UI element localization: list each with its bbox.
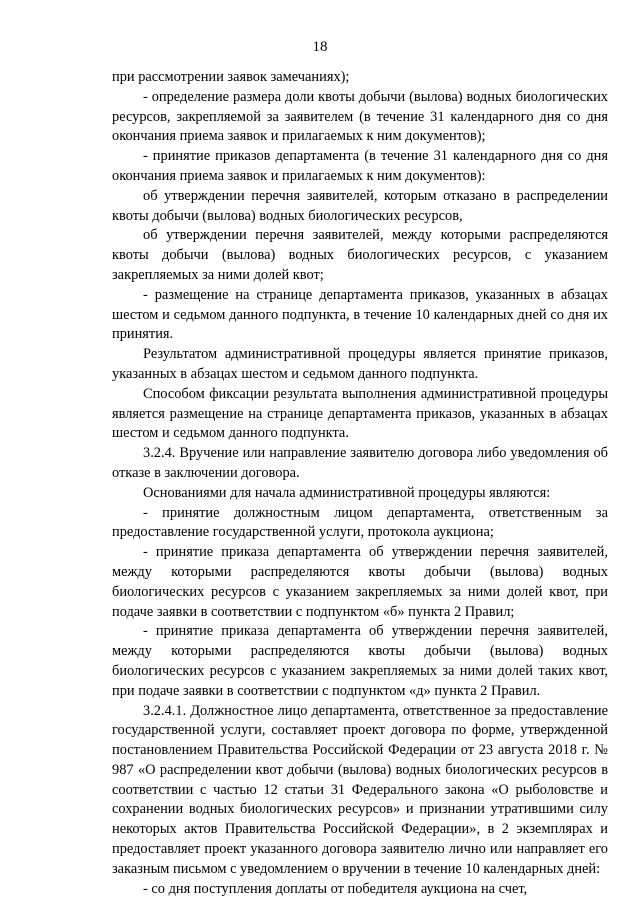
paragraph-procedure-result: Результатом административной процедуры является принятие приказов, указанных в абзацах шестом и седьмом данного подпункта. — [112, 346, 608, 382]
paragraph-payment-receipt: - со дня поступления доплаты от победителя аукциона на счет, — [143, 880, 528, 897]
page-number: 18 — [312, 39, 328, 55]
paragraph-procedure-grounds: Основаниями для начала административной процедуры являются: — [143, 484, 551, 501]
paragraph-refused-applicants: об утверждении перечня заявителей, которым отказано в распределении квоты добычи (вылова) водных биологических ресурсов, — [112, 187, 608, 224]
paragraph-orders-publication: - размещение на странице департамента приказов, указанных в абзацах шестом и седьмом данного подпункта, в течение 10 календарных дней со дня их принятия. — [112, 286, 608, 343]
paragraph-section-3-2-4: 3.2.4. Вручение или направление заявителю договора либо уведомления об отказе в заключении договора. — [112, 445, 608, 481]
paragraph-section-3-2-4-1: 3.2.4.1. Должностное лицо департамента, ответственное за предоставление государственной услуги, составляет проект договора по форме, утвержденной постановлением Правительства Российской Федерации от 23 августа 2018 г. № 987 «О распределении квот добычи (вылова) водных биологических ресурсов в соответствии с частью 12 статьи 31 Федерального закона «О рыболовстве и сохранении водных биологических ресурсов» и признании утратившими силу некоторых актов Правительства Российской Федерации», в 2 экземплярах и предоставляет проект указанного договора заявителю лично или направляет его заказным письмом с уведомлением о вручении в течение 10 календарных дней: — [112, 702, 608, 877]
paragraph-ground-order-d: - принятие приказа департамента об утверждении перечня заявителей, между которыми распределяются квоты добычи (вылова) водных биологических ресурсов с указанием закрепляемых за ними долей таких квот, при подаче заявки в соответствии с подпунктом «д» пункта 2 Правил. — [112, 623, 608, 699]
paragraph-ground-auction-protocol: - принятие должностным лицом департамента, ответственным за предоставление государственной услуги, протокола аукциона; — [112, 504, 608, 541]
paragraph-orders-adoption: - принятие приказов департамента (в течение 31 календарного дня со дня окончания приема заявок и прилагаемых к ним документов): — [112, 148, 608, 184]
paragraph-approved-applicants: об утверждении перечня заявителей, между которыми распределяются квоты добычи (вылова) водных биологических ресурсов, с указанием закрепляемых за ними долей квот; — [112, 227, 608, 283]
paragraph-ground-order-b: - принятие приказа департамента об утверждении перечня заявителей, между которыми распределяются квоты добычи (вылова) водных биологических ресурсов с указанием закрепляемых за ними долей квот, при подаче заявки в соответствии с подпунктом «б» пункта 2 Правил; — [112, 544, 608, 620]
paragraph-result-recording: Способом фиксации результата выполнения административной процедуры является размещение на странице департамента приказов, указанных в абзацах шестом и седьмом данного подпункта. — [112, 385, 608, 442]
document-body — [112, 68, 608, 899]
paragraph-continuation: при рассмотрении заявок замечаниях); — [112, 69, 350, 85]
paragraph-quota-share-determination: - определение размера доли квоты добычи (вылова) водных биологических ресурсов, закрепляемой за заявителем (в течение 31 календарного дня со дня окончания приема заявок и прилагаемых к ним документов); — [112, 88, 608, 145]
